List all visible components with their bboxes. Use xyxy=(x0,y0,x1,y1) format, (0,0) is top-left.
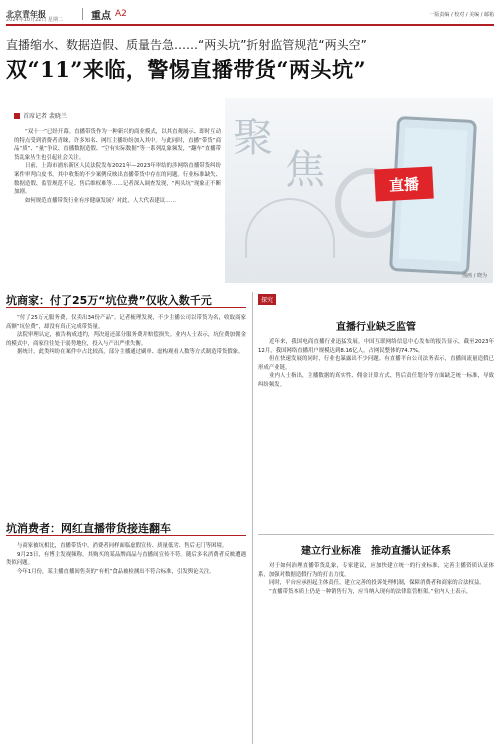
left-bottom-title: 坑消费者：网红直播带货接连翻车 xyxy=(6,521,171,535)
section-divider xyxy=(258,534,494,535)
right-bottom-title: 建立行业标准 推动直播认证体系 xyxy=(301,546,451,557)
intro-paragraph: “双十一”已经开幕。直播带货作为一种新兴的商业模式，以其直观展示、即时互动的特点受到消费者青睐，许多知名、网红主播纷纷加入其中。与此同时，直播“带货”商品“质”、“量”争议、直播数据造假、“空有实际数据”等一系列乱象频发，“翻车”直播带货乱象丛生也引起社会关注。 xyxy=(14,129,221,161)
masthead-rule xyxy=(6,24,494,26)
paragraph: 对于如何治理直播带货乱象，专家建议，应加快建立统一的行业标准，完善主播资质认证体系，加强对数据造假行为的打击力度。 xyxy=(258,563,494,578)
masthead xyxy=(6,6,494,22)
decor-wave xyxy=(245,198,335,258)
byline-text: 首席记者 裴晓兰 xyxy=(23,113,67,120)
intro-paragraph: 如何规范直播带货行业有序健康发展？对此，人大代表建议…… xyxy=(25,197,176,204)
byline xyxy=(14,111,67,120)
intro-paragraph: 日前，上海市浦东新区人民法院发布2021年—2023年审结的涉网络直播带货纠纷案件审判白皮书，其中收集的不少案例反映出直播带货中存在的问题。行业标准缺失、数据造假、监管规范不足、售后维权难等……记者深入调查发现，“两头坑”现象正不断加剧。 xyxy=(14,163,221,196)
paragraph: 同时，平台应承担起主体责任，建立完善的投诉处理机制，保障消费者和商家的合法权益。 xyxy=(269,580,485,587)
left-bottom-section-header xyxy=(6,520,246,536)
left-top-section-header xyxy=(6,292,246,308)
decor-char: 聚 xyxy=(233,115,273,161)
article-subtitle: 直播缩水、数据造假、质量告急……“两头坑”折射监管规范“两头空” xyxy=(6,38,367,52)
column-divider xyxy=(252,292,253,744)
paragraph: 但在快速发展的同时，行业也暴露出不少问题。有直播平台公司法务表示，直播间流量造假已形成产业链。 xyxy=(258,356,494,371)
right-top-body xyxy=(258,338,494,390)
paragraph: 与商家被坑相比，直播带货中，消费者同样面临虚假宣传、质量低劣、售后无门等困境。 xyxy=(17,543,228,549)
paragraph: “直播带货本质上仍是一种销售行为，应当纳入现有的法律监管框架。”业内人士表示。 xyxy=(269,588,472,595)
section-name: 重点 xyxy=(91,10,111,22)
issue-date: 2024年10月22日 星期二 xyxy=(6,17,64,23)
decor-char: 焦 xyxy=(285,147,325,193)
byline-marker xyxy=(14,113,20,119)
paragraph: 业内人士指出，主播数据的真实性、佣金计算方式、售后责任划分等方面缺乏统一标准，导致纠纷频发。 xyxy=(258,373,494,388)
illustration-credit: 漫画 / 晓为 xyxy=(462,273,487,279)
paragraph: “付了25万元服务费，仅卖出34份产品”。记者梳理发现，不少主播公司以带货为名，收取商家高额“坑位费”，却没有真正完成带货量。 xyxy=(6,315,246,330)
right-top-title: 直播行业缺乏监管 xyxy=(336,322,416,333)
paragraph: 据统计，此类纠纷在案件中占比较高，部分主播通过刷单、虚构观看人数等方式制造带货假象。 xyxy=(17,349,244,356)
hero-illustration xyxy=(225,98,493,283)
section-tag: 探究 xyxy=(258,294,276,305)
page-number: A2 xyxy=(115,9,127,19)
left-bottom-body xyxy=(6,542,246,576)
left-top-body xyxy=(6,314,246,357)
paragraph: 近年来，我国电商直播行业迅猛发展。中国互联网络信息中心发布的报告显示，截至2023年12月，我国网络直播用户规模达到8.16亿人，占网民整体的74.7%。 xyxy=(258,339,494,354)
article-headline: 双“11”来临，警惕直播带货“两头坑” xyxy=(6,57,367,82)
editors-line: 一版责编 / 校对 / 美编 / 邮箱 xyxy=(429,11,494,18)
paragraph: 法院审理认定，被告构成违约，判决返还部分服务费并赔偿损失。业内人士表示，坑位费加佣金的模式中，商家往往处于弱势地位，投入与产出严重失衡。 xyxy=(6,332,246,347)
left-top-title: 坑商家：付了25万“坑位费”仅收入数千元 xyxy=(6,293,212,307)
intro-text xyxy=(14,128,221,205)
paragraph: 今年1月份，某主播直播间售卖的“有机”食品被检测出不符合标准，引发舆论关注。 xyxy=(17,568,215,575)
masthead-divider xyxy=(82,8,83,20)
paragraph: 9月23日，有博主发视频称，其购买的某品牌商品与直播间宣传不符。随后多名消费者反映遭遇类似问题。 xyxy=(6,551,246,567)
right-bottom-body xyxy=(258,562,494,596)
live-badge: 直播 xyxy=(374,167,434,202)
paper-name: 北京青年报 xyxy=(6,8,46,19)
